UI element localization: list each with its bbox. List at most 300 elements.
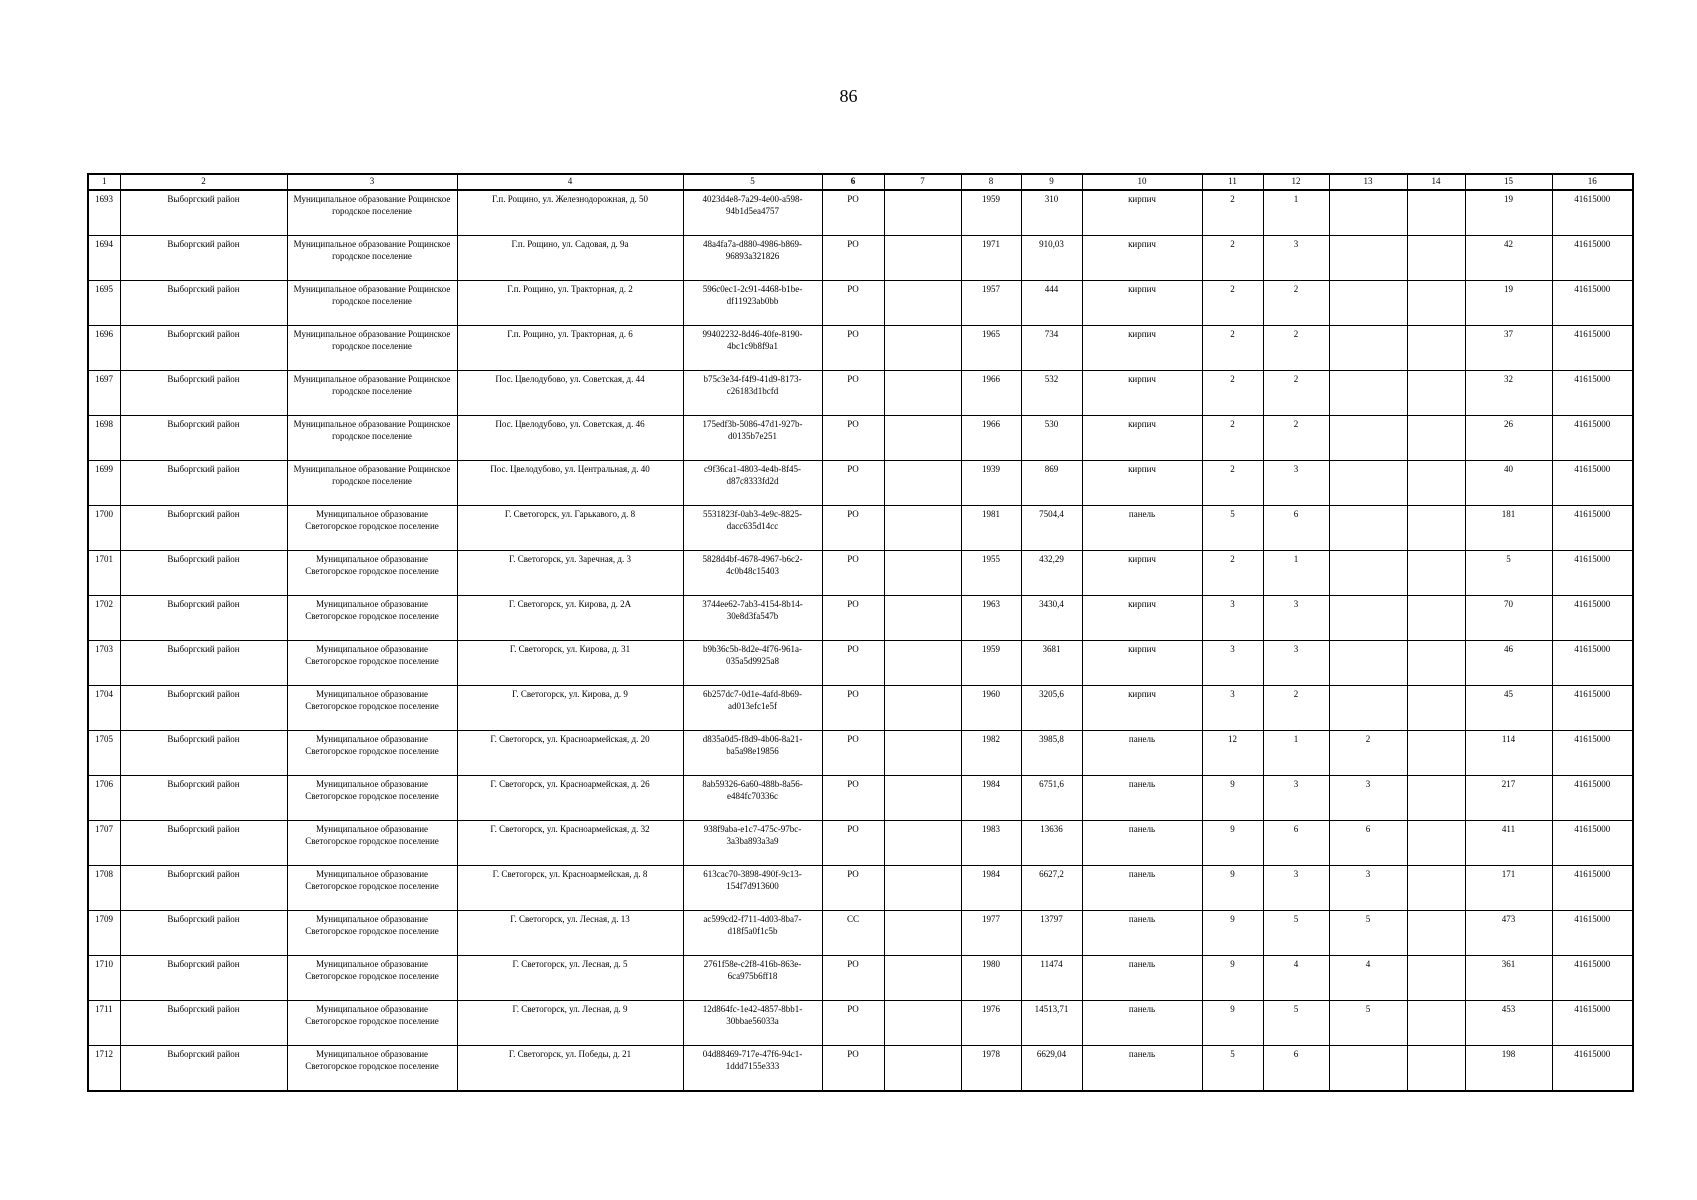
table-cell-col-4: Г. Светогорск, ул. Лесная, д. 9 <box>457 1001 683 1046</box>
table-cell-col-7 <box>884 1001 961 1046</box>
table-cell-col-12: 2 <box>1263 416 1329 461</box>
page-number: 86 <box>839 86 858 106</box>
table-cell-col-7 <box>884 371 961 416</box>
table-cell-col-8: 1984 <box>961 866 1021 911</box>
table-cell-col-11: 2 <box>1202 326 1263 371</box>
table-row <box>88 551 1633 596</box>
table-cell-col-1: 1707 <box>88 821 120 866</box>
table-cell-col-14 <box>1407 506 1465 551</box>
table-cell-col-11: 2 <box>1202 551 1263 596</box>
table-cell-col-11: 2 <box>1202 416 1263 461</box>
table-cell-col-6: РО <box>822 506 884 551</box>
table-cell-col-8: 1959 <box>961 641 1021 686</box>
table-cell-col-1: 1704 <box>88 686 120 731</box>
table-cell-col-1: 1702 <box>88 596 120 641</box>
table-row <box>88 956 1633 1001</box>
column-header-6: 6 <box>822 174 884 190</box>
table-cell-col-6: РО <box>822 326 884 371</box>
table-cell-col-1: 1695 <box>88 281 120 326</box>
table-cell-col-8: 1955 <box>961 551 1021 596</box>
table-cell-col-3: Муниципальное образование Светогорское городское поселение <box>287 956 457 1001</box>
table-cell-col-2: Выборгский район <box>120 416 287 461</box>
table-cell-col-4: Пос. Цвелодубово, ул. Советская, д. 46 <box>457 416 683 461</box>
table-cell-col-6: РО <box>822 461 884 506</box>
table-cell-col-7 <box>884 686 961 731</box>
table-row <box>88 1001 1633 1046</box>
table-cell-col-6: РО <box>822 956 884 1001</box>
table-cell-col-2: Выборгский район <box>120 776 287 821</box>
table-cell-col-6: РО <box>822 596 884 641</box>
table-cell-col-6: РО <box>822 371 884 416</box>
table-cell-col-4: Пос. Цвелодубово, ул. Центральная, д. 40 <box>457 461 683 506</box>
table-cell-col-1: 1698 <box>88 416 120 461</box>
table-cell-col-8: 1966 <box>961 416 1021 461</box>
table-cell-col-2: Выборгский район <box>120 506 287 551</box>
table-cell-col-8: 1960 <box>961 686 1021 731</box>
table-cell-col-4: Пос. Цвелодубово, ул. Советская, д. 44 <box>457 371 683 416</box>
table-cell-col-4: Г. Светогорск, ул. Красноармейская, д. 32 <box>457 821 683 866</box>
table-cell-col-2: Выборгский район <box>120 686 287 731</box>
table-cell-col-12: 2 <box>1263 686 1329 731</box>
table-cell-col-16: 41615000 <box>1552 371 1633 416</box>
table-cell-col-7 <box>884 236 961 281</box>
table-cell-col-15: 217 <box>1465 776 1552 821</box>
table-cell-col-3: Муниципальное образование Светогорское городское поселение <box>287 1046 457 1092</box>
table-cell-col-10: кирпич <box>1082 641 1202 686</box>
table-cell-col-3: Муниципальное образование Светогорское городское поселение <box>287 686 457 731</box>
table-cell-col-14 <box>1407 236 1465 281</box>
table-cell-col-3: Муниципальное образование Рощинское городское поселение <box>287 236 457 281</box>
table-cell-col-10: панель <box>1082 1046 1202 1092</box>
table-cell-col-2: Выборгский район <box>120 326 287 371</box>
table-cell-col-9: 444 <box>1021 281 1082 326</box>
table-cell-col-6: РО <box>822 821 884 866</box>
table-cell-col-2: Выборгский район <box>120 551 287 596</box>
table-cell-col-11: 9 <box>1202 911 1263 956</box>
table-row <box>88 281 1633 326</box>
table-cell-col-10: кирпич <box>1082 326 1202 371</box>
table-cell-col-3: Муниципальное образование Светогорское городское поселение <box>287 731 457 776</box>
table-cell-col-3: Муниципальное образование Светогорское городское поселение <box>287 866 457 911</box>
table-cell-col-14 <box>1407 1046 1465 1092</box>
table-cell-col-3: Муниципальное образование Светогорское городское поселение <box>287 596 457 641</box>
table-cell-col-12: 3 <box>1263 641 1329 686</box>
table-cell-col-8: 1963 <box>961 596 1021 641</box>
table-cell-col-16: 41615000 <box>1552 461 1633 506</box>
table-cell-col-10: панель <box>1082 776 1202 821</box>
table-cell-col-12: 3 <box>1263 596 1329 641</box>
table-cell-col-13 <box>1329 236 1407 281</box>
table-cell-col-7 <box>884 190 961 236</box>
table-cell-col-5: 175edf3b-5086-47d1-927b-d0135b7e251 <box>683 416 822 461</box>
table-cell-col-7 <box>884 956 961 1001</box>
table-cell-col-16: 41615000 <box>1552 641 1633 686</box>
table-cell-col-11: 3 <box>1202 686 1263 731</box>
table-cell-col-16: 41615000 <box>1552 416 1633 461</box>
table-cell-col-8: 1971 <box>961 236 1021 281</box>
table-row <box>88 416 1633 461</box>
table-cell-col-1: 1700 <box>88 506 120 551</box>
table-cell-col-1: 1711 <box>88 1001 120 1046</box>
table-row <box>88 326 1633 371</box>
table-cell-col-8: 1981 <box>961 506 1021 551</box>
table-cell-col-13 <box>1329 326 1407 371</box>
table-cell-col-4: Г. Светогорск, ул. Кирова, д. 9 <box>457 686 683 731</box>
table-cell-col-10: кирпич <box>1082 371 1202 416</box>
table-cell-col-4: Г.п. Рощино, ул. Садовая, д. 9а <box>457 236 683 281</box>
table-cell-col-4: Г. Светогорск, ул. Лесная, д. 13 <box>457 911 683 956</box>
table-cell-col-15: 26 <box>1465 416 1552 461</box>
table-cell-col-6: РО <box>822 866 884 911</box>
table-cell-col-8: 1959 <box>961 190 1021 236</box>
table-cell-col-9: 910,03 <box>1021 236 1082 281</box>
table-cell-col-13: 5 <box>1329 1001 1407 1046</box>
table-cell-col-9: 869 <box>1021 461 1082 506</box>
table-cell-col-11: 5 <box>1202 506 1263 551</box>
table-cell-col-3: Муниципальное образование Рощинское городское поселение <box>287 461 457 506</box>
table-cell-col-12: 6 <box>1263 506 1329 551</box>
table-row <box>88 821 1633 866</box>
column-header-16: 16 <box>1552 174 1633 190</box>
table-cell-col-1: 1697 <box>88 371 120 416</box>
column-header-7: 7 <box>884 174 961 190</box>
table-cell-col-12: 1 <box>1263 551 1329 596</box>
table-cell-col-1: 1708 <box>88 866 120 911</box>
table-row <box>88 506 1633 551</box>
table-cell-col-3: Муниципальное образование Светогорское городское поселение <box>287 641 457 686</box>
table-cell-col-10: кирпич <box>1082 236 1202 281</box>
column-header-14: 14 <box>1407 174 1465 190</box>
table-cell-col-10: панель <box>1082 1001 1202 1046</box>
table-cell-col-5: c9f36ca1-4803-4e4b-8f45-d87c8333fd2d <box>683 461 822 506</box>
table-cell-col-12: 5 <box>1263 911 1329 956</box>
table-cell-col-1: 1699 <box>88 461 120 506</box>
table-cell-col-14 <box>1407 866 1465 911</box>
table-row <box>88 190 1633 236</box>
table-cell-col-6: РО <box>822 236 884 281</box>
table-cell-col-9: 6627,2 <box>1021 866 1082 911</box>
table-cell-col-8: 1978 <box>961 1046 1021 1092</box>
table-cell-col-15: 45 <box>1465 686 1552 731</box>
table-cell-col-13: 6 <box>1329 821 1407 866</box>
table-cell-col-4: Г. Светогорск, ул. Красноармейская, д. 20 <box>457 731 683 776</box>
table-cell-col-2: Выборгский район <box>120 1001 287 1046</box>
table-cell-col-10: кирпич <box>1082 551 1202 596</box>
table-cell-col-16: 41615000 <box>1552 1046 1633 1092</box>
housing-registry-table <box>87 173 1634 1092</box>
column-header-10: 10 <box>1082 174 1202 190</box>
table-cell-col-16: 41615000 <box>1552 551 1633 596</box>
table-cell-col-8: 1957 <box>961 281 1021 326</box>
table-cell-col-9: 11474 <box>1021 956 1082 1001</box>
table-cell-col-11: 3 <box>1202 641 1263 686</box>
table-cell-col-2: Выборгский район <box>120 461 287 506</box>
table-cell-col-1: 1706 <box>88 776 120 821</box>
table-cell-col-4: Г. Светогорск, ул. Кирова, д. 2А <box>457 596 683 641</box>
table-cell-col-12: 3 <box>1263 776 1329 821</box>
table-cell-col-6: РО <box>822 1046 884 1092</box>
table-cell-col-11: 5 <box>1202 1046 1263 1092</box>
table-cell-col-9: 532 <box>1021 371 1082 416</box>
table-cell-col-11: 3 <box>1202 596 1263 641</box>
table-cell-col-11: 9 <box>1202 776 1263 821</box>
table-cell-col-5: 4023d4e8-7a29-4e00-a598-94b1d5ea4757 <box>683 190 822 236</box>
table-cell-col-16: 41615000 <box>1552 281 1633 326</box>
table-cell-col-2: Выборгский район <box>120 866 287 911</box>
table-cell-col-7 <box>884 551 961 596</box>
table-cell-col-1: 1703 <box>88 641 120 686</box>
column-header-8: 8 <box>961 174 1021 190</box>
table-cell-col-12: 3 <box>1263 236 1329 281</box>
table-cell-col-15: 70 <box>1465 596 1552 641</box>
table-cell-col-13 <box>1329 551 1407 596</box>
table-cell-col-3: Муниципальное образование Рощинское городское поселение <box>287 190 457 236</box>
table-cell-col-4: Г.п. Рощино, ул. Тракторная, д. 6 <box>457 326 683 371</box>
table-cell-col-6: РО <box>822 686 884 731</box>
table-cell-col-11: 9 <box>1202 821 1263 866</box>
table-cell-col-3: Муниципальное образование Светогорское городское поселение <box>287 506 457 551</box>
table-body <box>88 190 1633 1091</box>
table-cell-col-2: Выборгский район <box>120 911 287 956</box>
table-cell-col-9: 6629,04 <box>1021 1046 1082 1092</box>
table-cell-col-2: Выборгский район <box>120 596 287 641</box>
table-cell-col-13: 5 <box>1329 911 1407 956</box>
table-cell-col-13: 3 <box>1329 866 1407 911</box>
table-cell-col-9: 432,29 <box>1021 551 1082 596</box>
table-cell-col-16: 41615000 <box>1552 776 1633 821</box>
table-cell-col-11: 2 <box>1202 190 1263 236</box>
table-cell-col-16: 41615000 <box>1552 236 1633 281</box>
table-cell-col-8: 1982 <box>961 731 1021 776</box>
table-cell-col-2: Выборгский район <box>120 190 287 236</box>
table-cell-col-9: 13636 <box>1021 821 1082 866</box>
column-header-2: 2 <box>120 174 287 190</box>
table-cell-col-5: d835a0d5-f8d9-4b06-8a21-ba5a98e19856 <box>683 731 822 776</box>
table-cell-col-10: панель <box>1082 506 1202 551</box>
table-cell-col-12: 1 <box>1263 731 1329 776</box>
column-header-1: 1 <box>88 174 120 190</box>
table-cell-col-13 <box>1329 190 1407 236</box>
table-cell-col-4: Г.п. Рощино, ул. Железнодорожная, д. 50 <box>457 190 683 236</box>
table-cell-col-5: b9b36c5b-8d2e-4f76-961a-035a5d9925a8 <box>683 641 822 686</box>
table-cell-col-12: 4 <box>1263 956 1329 1001</box>
table-cell-col-6: СС <box>822 911 884 956</box>
table-cell-col-1: 1710 <box>88 956 120 1001</box>
table-cell-col-1: 1709 <box>88 911 120 956</box>
table-cell-col-4: Г. Светогорск, ул. Кирова, д. 31 <box>457 641 683 686</box>
table-cell-col-4: Г. Светогорск, ул. Красноармейская, д. 26 <box>457 776 683 821</box>
table-cell-col-15: 198 <box>1465 1046 1552 1092</box>
table-cell-col-3: Муниципальное образование Светогорское городское поселение <box>287 911 457 956</box>
table-cell-col-14 <box>1407 641 1465 686</box>
table-row <box>88 731 1633 776</box>
table-cell-col-12: 2 <box>1263 326 1329 371</box>
table-cell-col-6: РО <box>822 776 884 821</box>
table-cell-col-10: панель <box>1082 731 1202 776</box>
table-cell-col-13 <box>1329 461 1407 506</box>
table-cell-col-13: 2 <box>1329 731 1407 776</box>
table-cell-col-10: кирпич <box>1082 596 1202 641</box>
table-cell-col-5: 48a4fa7a-d880-4986-b869-96893a321826 <box>683 236 822 281</box>
table-cell-col-13 <box>1329 596 1407 641</box>
table-cell-col-8: 1980 <box>961 956 1021 1001</box>
table-cell-col-14 <box>1407 326 1465 371</box>
table-cell-col-5: 613cac70-3898-490f-9c13-154f7d913600 <box>683 866 822 911</box>
table-cell-col-14 <box>1407 911 1465 956</box>
column-header-9: 9 <box>1021 174 1082 190</box>
table-cell-col-8: 1983 <box>961 821 1021 866</box>
table-cell-col-9: 6751,6 <box>1021 776 1082 821</box>
table-cell-col-15: 40 <box>1465 461 1552 506</box>
table-cell-col-15: 19 <box>1465 281 1552 326</box>
table-cell-col-14 <box>1407 596 1465 641</box>
table-cell-col-10: панель <box>1082 911 1202 956</box>
table-cell-col-7 <box>884 911 961 956</box>
table-cell-col-10: панель <box>1082 956 1202 1001</box>
table-cell-col-10: кирпич <box>1082 416 1202 461</box>
table-cell-col-13 <box>1329 506 1407 551</box>
table-cell-col-14 <box>1407 776 1465 821</box>
table-cell-col-10: кирпич <box>1082 190 1202 236</box>
table-cell-col-13 <box>1329 371 1407 416</box>
table-cell-col-13 <box>1329 281 1407 326</box>
table-cell-col-5: b75c3e34-f4f9-41d9-8173-c26183d1bcfd <box>683 371 822 416</box>
table-cell-col-5: 99402232-8d46-40fe-8190-4bc1c9b8f9a1 <box>683 326 822 371</box>
table-cell-col-15: 46 <box>1465 641 1552 686</box>
table-cell-col-14 <box>1407 416 1465 461</box>
table-cell-col-5: 8ab59326-6a60-488b-8a56-e484fc70336c <box>683 776 822 821</box>
table-cell-col-7 <box>884 416 961 461</box>
table-cell-col-8: 1977 <box>961 911 1021 956</box>
table-cell-col-2: Выборгский район <box>120 281 287 326</box>
table-row <box>88 461 1633 506</box>
table-cell-col-14 <box>1407 190 1465 236</box>
table-row <box>88 236 1633 281</box>
table-cell-col-15: 32 <box>1465 371 1552 416</box>
table-row <box>88 866 1633 911</box>
table-cell-col-1: 1712 <box>88 1046 120 1092</box>
table-cell-col-3: Муниципальное образование Светогорское городское поселение <box>287 821 457 866</box>
table-cell-col-8: 1966 <box>961 371 1021 416</box>
table-cell-col-3: Муниципальное образование Светогорское городское поселение <box>287 776 457 821</box>
table-header-row <box>88 174 1633 190</box>
table-cell-col-14 <box>1407 1001 1465 1046</box>
table-cell-col-4: Г. Светогорск, ул. Гарькавого, д. 8 <box>457 506 683 551</box>
table-cell-col-15: 42 <box>1465 236 1552 281</box>
table-cell-col-13: 4 <box>1329 956 1407 1001</box>
table-cell-col-7 <box>884 866 961 911</box>
table-cell-col-15: 473 <box>1465 911 1552 956</box>
table-cell-col-15: 114 <box>1465 731 1552 776</box>
table-cell-col-6: РО <box>822 281 884 326</box>
table-cell-col-7 <box>884 281 961 326</box>
table-cell-col-16: 41615000 <box>1552 190 1633 236</box>
table-cell-col-3: Муниципальное образование Рощинское городское поселение <box>287 281 457 326</box>
table-cell-col-12: 5 <box>1263 1001 1329 1046</box>
table-cell-col-16: 41615000 <box>1552 911 1633 956</box>
table-cell-col-6: РО <box>822 551 884 596</box>
table-cell-col-16: 41615000 <box>1552 866 1633 911</box>
table-cell-col-14 <box>1407 371 1465 416</box>
table-cell-col-7 <box>884 821 961 866</box>
table-cell-col-12: 2 <box>1263 281 1329 326</box>
table-cell-col-1: 1696 <box>88 326 120 371</box>
table-cell-col-6: РО <box>822 641 884 686</box>
table-cell-col-9: 14513,71 <box>1021 1001 1082 1046</box>
table-row <box>88 1046 1633 1092</box>
table-cell-col-2: Выборгский район <box>120 821 287 866</box>
table-cell-col-16: 41615000 <box>1552 1001 1633 1046</box>
table-cell-col-11: 2 <box>1202 461 1263 506</box>
table-cell-col-10: панель <box>1082 821 1202 866</box>
table-cell-col-10: панель <box>1082 866 1202 911</box>
table-cell-col-16: 41615000 <box>1552 821 1633 866</box>
table-cell-col-5: 596c0ec1-2c91-4468-b1be-df11923ab0bb <box>683 281 822 326</box>
table-cell-col-6: РО <box>822 416 884 461</box>
table-cell-col-13 <box>1329 641 1407 686</box>
table-cell-col-4: Г. Светогорск, ул. Победы, д. 21 <box>457 1046 683 1092</box>
table-cell-col-11: 2 <box>1202 281 1263 326</box>
table-cell-col-8: 1984 <box>961 776 1021 821</box>
table-row <box>88 641 1633 686</box>
table-cell-col-14 <box>1407 281 1465 326</box>
column-header-12: 12 <box>1263 174 1329 190</box>
table-cell-col-7 <box>884 641 961 686</box>
column-header-15: 15 <box>1465 174 1552 190</box>
table-cell-col-11: 9 <box>1202 866 1263 911</box>
table-cell-col-14 <box>1407 686 1465 731</box>
table-cell-col-8: 1976 <box>961 1001 1021 1046</box>
table-cell-col-9: 7504,4 <box>1021 506 1082 551</box>
table-cell-col-10: кирпич <box>1082 461 1202 506</box>
table-cell-col-14 <box>1407 821 1465 866</box>
table-cell-col-4: Г. Светогорск, ул. Лесная, д. 5 <box>457 956 683 1001</box>
table-cell-col-5: 04d88469-717e-47f6-94c1-1ddd7155e333 <box>683 1046 822 1092</box>
table-cell-col-9: 3985,8 <box>1021 731 1082 776</box>
column-header-3: 3 <box>287 174 457 190</box>
table-cell-col-11: 12 <box>1202 731 1263 776</box>
table-cell-col-5: 5828d4bf-4678-4967-b6c2-4c0b48c15403 <box>683 551 822 596</box>
table-cell-col-5: 3744ee62-7ab3-4154-8b14-30e8d3fa547b <box>683 596 822 641</box>
table-cell-col-11: 9 <box>1202 1001 1263 1046</box>
table-row <box>88 596 1633 641</box>
table-cell-col-1: 1705 <box>88 731 120 776</box>
table-cell-col-13: 3 <box>1329 776 1407 821</box>
table-cell-col-7 <box>884 326 961 371</box>
table-cell-col-6: РО <box>822 1001 884 1046</box>
table-cell-col-6: РО <box>822 731 884 776</box>
table-cell-col-3: Муниципальное образование Светогорское городское поселение <box>287 551 457 596</box>
table-cell-col-7 <box>884 731 961 776</box>
table-cell-col-7 <box>884 776 961 821</box>
table-cell-col-8: 1939 <box>961 461 1021 506</box>
table-cell-col-15: 411 <box>1465 821 1552 866</box>
table-cell-col-15: 171 <box>1465 866 1552 911</box>
table-row <box>88 776 1633 821</box>
table-cell-col-13 <box>1329 1046 1407 1092</box>
table-cell-col-9: 13797 <box>1021 911 1082 956</box>
table-cell-col-7 <box>884 461 961 506</box>
table-cell-col-4: Г. Светогорск, ул. Заречная, д. 3 <box>457 551 683 596</box>
table-cell-col-12: 3 <box>1263 461 1329 506</box>
table-cell-col-12: 1 <box>1263 190 1329 236</box>
table-cell-col-4: Г.п. Рощино, ул. Тракторная, д. 2 <box>457 281 683 326</box>
table-cell-col-16: 41615000 <box>1552 956 1633 1001</box>
table-cell-col-2: Выборгский район <box>120 641 287 686</box>
table-cell-col-16: 41615000 <box>1552 731 1633 776</box>
table-cell-col-9: 310 <box>1021 190 1082 236</box>
table-cell-col-16: 41615000 <box>1552 596 1633 641</box>
